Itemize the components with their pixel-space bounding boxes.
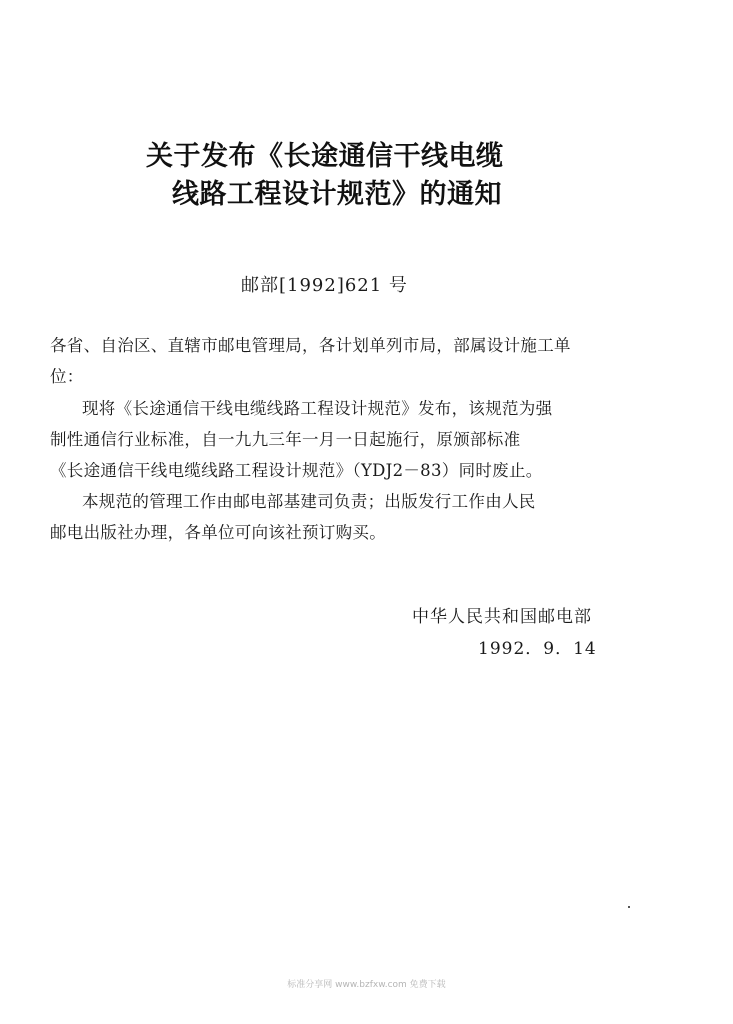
footer-watermark: 标准分享网 www.bzfxw.com 免费下载 (287, 980, 446, 990)
paragraph-1-line-3: 《长途通信干线电缆线路工程设计规范》（YDJ2－83）同时废止。 (50, 461, 543, 480)
addressee-line-1: 各省、自治区、直辖市邮电管理局，各计划单列市局，部属设计施工单 (50, 336, 571, 355)
notice-title-line-1: 关于发布《长途通信干线电缆 (146, 141, 504, 172)
issuer-name: 中华人民共和国邮电部 (412, 607, 592, 627)
addressee-line-2: 位： (50, 367, 84, 386)
paragraph-1-line-1: 现将《长途通信干线电缆线路工程设计规范》发布，该规范为强 (82, 399, 553, 418)
paragraph-2-line-2: 邮电出版社办理，各单位可向该社预订购买。 (50, 523, 386, 542)
scan-speck (628, 906, 630, 908)
paragraph-2-line-1: 本规范的管理工作由邮电部基建司负责；出版发行工作由人民 (82, 492, 536, 511)
issue-date: 1992．9．14 (478, 639, 597, 659)
document-number: 邮部[1992]621 号 (241, 275, 408, 296)
paragraph-1-line-2: 制性通信行业标准，自一九九三年一月一日起施行，原颁部标准 (50, 430, 521, 449)
notice-title-line-2: 线路工程设计规范》的通知 (172, 179, 502, 210)
